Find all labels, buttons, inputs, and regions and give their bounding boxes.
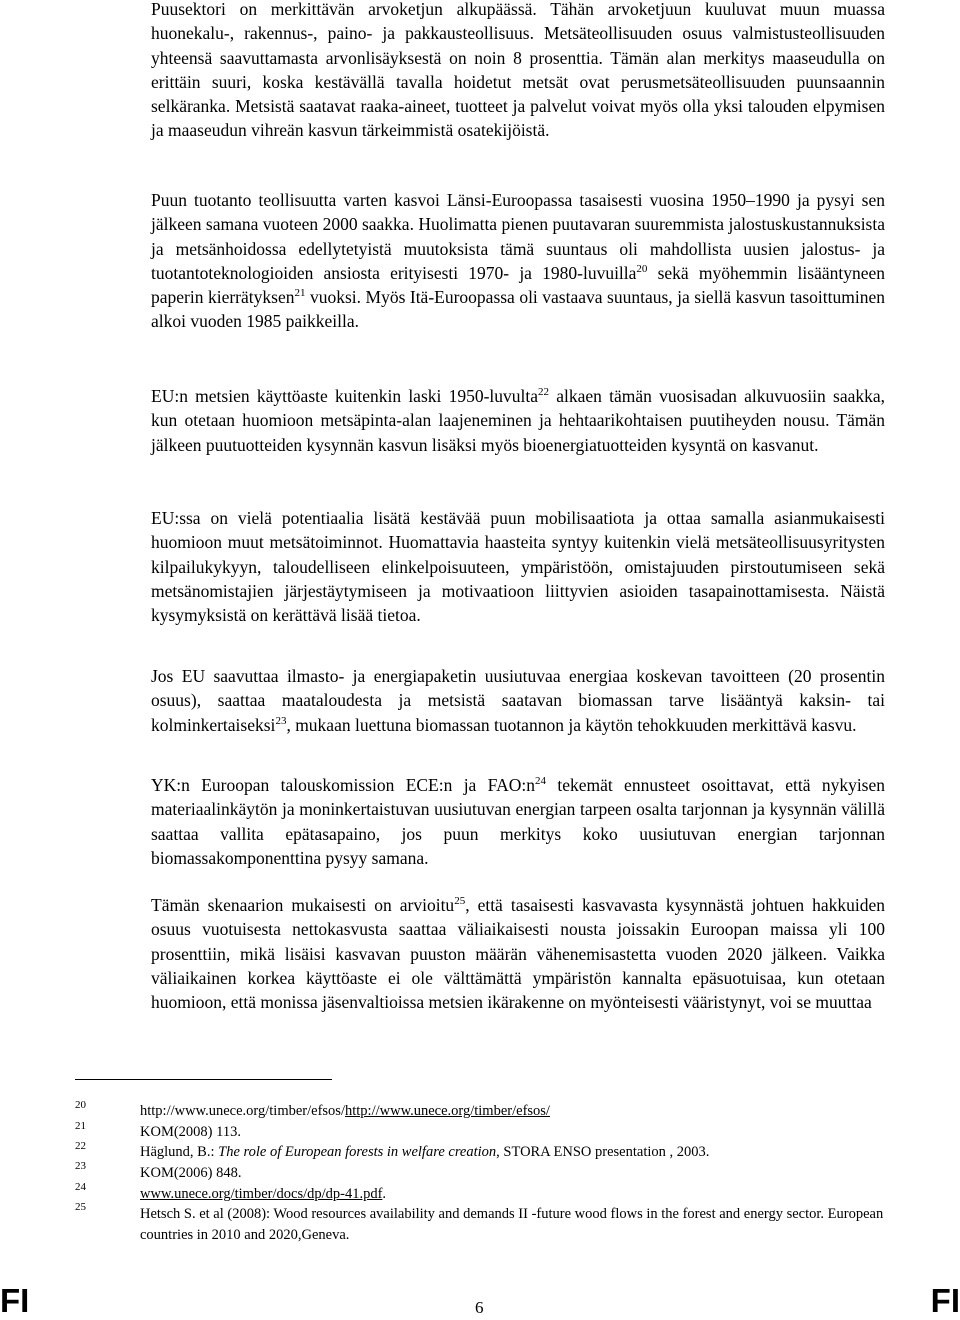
footnote-separator — [75, 1079, 332, 1080]
footnote-link[interactable]: http://www.unece.org/timber/efsos/ — [344, 1103, 550, 1119]
footnote-number: 20 — [75, 1099, 86, 1111]
footnote-21: KOM(2008) 113. — [140, 1124, 241, 1140]
footnote-ref-25[interactable]: 25 — [454, 895, 466, 908]
paragraph-3: EU:n metsien käyttöaste kuitenkin laski 1950-luvulta$^{22}$ alkaen tämän vuosisadan alkuvuosiin saakka, kun otetaan huomioon metsäpinta-alan laajeneminen ja hehtaarikohtaisen puutiheyden nousu. Tämän jälkeen puutuotteiden kysynnän kasvun lisäksi myös bioenergiatuotteiden kysyntä on kasvanut. — [151, 386, 886, 455]
paragraph-2: Puun tuotanto teollisuutta varten kasvoi Länsi-Euroopassa tasaisesti vuosina 1950–1990 ja pysyi sen jälkeen samana vuoteen 2000 saakka. Huolimatta pienen puutavaran suuremmista jalostuskustannuksista ja metsänhoidossa edellytetyistä muutoksista tämä suuntaus oli mahdollista uusien jalostus- ja tuotantoteknologioiden ansiosta erityisesti 1970- ja 1980-luvuilla$^{20}$ sekä myöhemmin lisääntyneen paperin kierrätyksen$^{21}$ vuoksi. Myös Itä-Euroopassa oli vastaava suuntaus, ja siellä kasvun tasoittuminen alkoi vuoden 1985 paikkeilla. — [151, 190, 886, 332]
footnote-number: 21 — [75, 1120, 86, 1132]
footnote-ref-20[interactable]: 20 — [636, 263, 648, 276]
paragraph-5: Jos EU saavuttaa ilmasto- ja energiapaketin uusiutuvaa energiaa koskevan tavoitteen (20 prosentin osuus), saattaa maataloudesta ja metsistä saatavan biomassan tarve lisääntyä kaksin- tai kolminkertaiseksi$^{23}$, mukaan luettuna biomassan tuotannon ja käytön tehokkuuden merkittävä kasvu. — [151, 666, 885, 735]
footnote-ref-23[interactable]: 23 — [275, 714, 287, 727]
footnote-number: 22 — [75, 1140, 86, 1152]
footer-lang-right: FI — [930, 1282, 960, 1319]
footer-lang-left: FI — [0, 1282, 30, 1319]
footnote-25: Hetsch S. et al (2008): Wood resources availability and demands II -future wood flows in the forest and energy sector. European countries in 2010 and 2020,Geneva. — [140, 1206, 884, 1243]
page-number: 6 — [475, 1298, 484, 1317]
footnote-number: 24 — [75, 1181, 86, 1193]
footnote-link[interactable]: www.unece.org/timber/docs/dp/dp-41.pdf — [140, 1186, 383, 1202]
footnote-ref-21[interactable]: 21 — [294, 287, 306, 300]
paragraph-6: YK:n Euroopan talouskomission ECE:n ja $FAO:n^{24}$ tekemät ennusteet osoittavat, että nykyisen materiaalinkäytön ja moninkertaistuvan uusiutuvan energian tarpeen osalta tarjonnan ja kysynnän välillä saattaa vallita epätasapaino, jos puun merkitys koko uusiutuvan energian tarjonnan biomassakomponenttina pysyy samana. — [151, 775, 886, 868]
footnote-ref-24[interactable]: 24 — [534, 775, 546, 788]
footnote-23: KOM(2006) 848. — [140, 1165, 242, 1181]
paragraph-1: Puusektori on merkittävän arvoketjun alkupäässä. Tähän arvoketjuun kuuluvat muun muassa huonekalu-, rakennus-, paino- ja pakkausteollisuus. Metsäteollisuuden osuus valmistusteollisuuden yhteensä saavuttamasta arvonlisäyksestä on noin 8 prosenttia. Tämän alan merkitys maaseudulla on erittäin suuri, koska kestävällä tavalla hoidetut metsät ovat perusmetsäteollisuuden puunsaannin selkäranka. Metsistä saatavat raaka-aineet, tuotteet ja palvelut voivat myös olla yksi talouden elpymisen ja maaseudun vihreän kasvun tärkeimmistä osatekijöistä. — [151, 0, 885, 141]
paragraph-7: Tämän skenaarion mukaisesti on arvioitu$^{25}$, että tasaisesti kasvavasta kysynnästä johtuen hakkuiden osuus vuotuisesta nettokasvusta saattaa väliaikaisesti nousta joissakin Euroopan maissa yli 100 prosenttiin, mikä lisäisi kasvavan puuston määrän vähenemisastetta vuoden 2020 jälkeen. Vaikka väliaikainen korkea käyttöaste ei ole välttämättä ympäristön kannalta epäsuotuisaa, kun otetaan huomioon, että monissa jäsenvaltioissa metsien ikärakenne on myönteisesti vääristynyt, voi se muuttaa — [151, 895, 885, 1013]
footnote-number: 23 — [75, 1160, 86, 1172]
footnote-22: Häglund, B.: The role of European forests in welfare creation, STORA ENSO presentation , 2003. — [140, 1144, 710, 1160]
footnote-24: www.unece.org/timber/docs/dp/dp-41.pdf. — [140, 1186, 387, 1202]
footnote-20: http://www.unece.org/timber/efsos/http://www.unece.org/timber/efsos/ — [140, 1103, 550, 1119]
footnote-ref-22[interactable]: 22 — [538, 386, 550, 399]
paragraph-4: EU:ssa on vielä potentiaalia lisätä kestävää puun mobilisaatiota ja ottaa samalla asianmukaisesti huomioon muut metsätoiminnot. Huomattavia haasteita syntyy kuitenkin vielä metsäteollisuusyritysten kilpailukykyyn, taloudelliseen elinkelpoisuuteen, ympäristöön, omistajuuden pirstoutumiseen sekä metsänomistajien järjestäytymiseen ja motivaatioon liittyvien asioiden tasapainottamisesta. Näistä kysymyksistä on kerättävä lisää tietoa. — [151, 508, 885, 626]
footnote-number: 25 — [75, 1201, 86, 1213]
